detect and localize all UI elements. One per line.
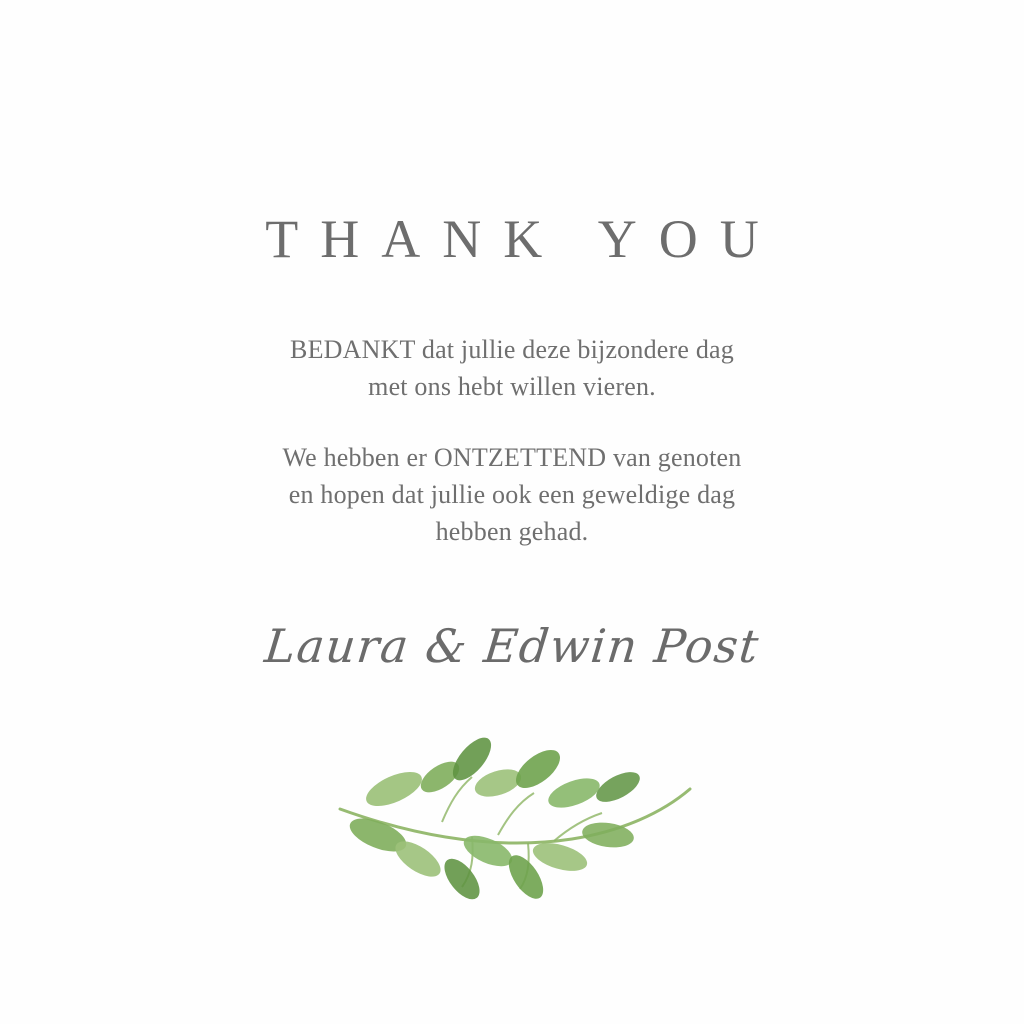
olive-branch-decoration: [302, 707, 722, 927]
message-line: met ons hebt willen vieren.: [368, 371, 656, 401]
olive-branch-icon: [322, 717, 702, 917]
message-line: en hopen dat jullie ook een geweldige dag: [288, 479, 736, 509]
page-title: THANK YOU: [265, 209, 781, 269]
signature-text: Laura & Edwin Post: [261, 618, 763, 673]
paragraph-spacer: [192, 406, 832, 440]
message-line: BEDANKT dat jullie deze bijzondere dag: [290, 335, 734, 364]
message-line: hebben gehad.: [435, 516, 589, 546]
message-line: We hebben er ONTZETTEND van genoten: [282, 442, 742, 472]
message-body: [192, 332, 832, 551]
